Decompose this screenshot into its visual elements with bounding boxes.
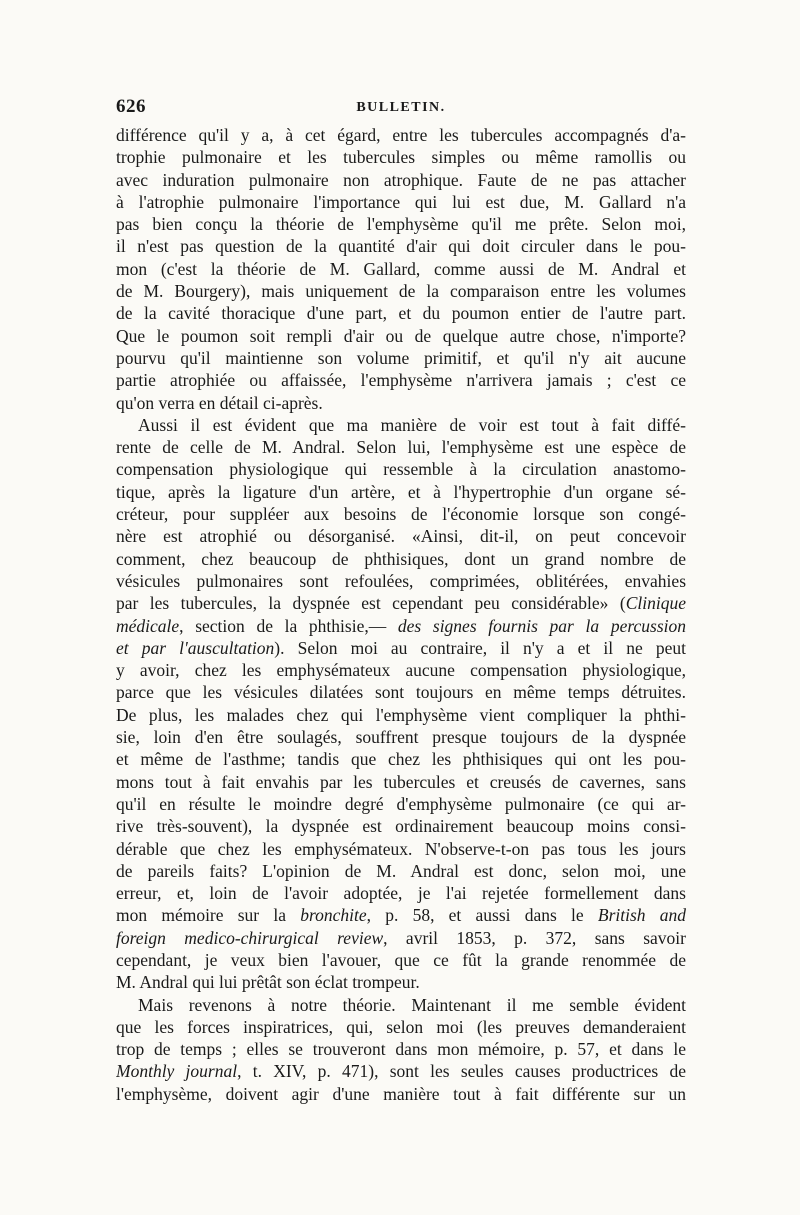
text-segment: ). Selon moi au contraire, il n'y a et il ne peut	[274, 637, 686, 658]
text-line	[116, 302, 686, 324]
text-segment: nère est atrophié ou désorganisé. «Ainsi, dit-il, on peut concevoir	[116, 526, 686, 547]
text-line	[116, 570, 686, 592]
text-line	[116, 392, 686, 414]
text-segment: cependant, je veux bien l'avouer, que ce fût la grande renommée de	[116, 949, 686, 970]
text-line	[116, 1038, 686, 1060]
italic-text: British and	[597, 905, 686, 926]
text-segment: mons tout à fait envahis par les tubercules et creusés de cavernes, sans	[116, 771, 686, 792]
italic-text: foreign medico-chirurgical review	[116, 927, 384, 948]
text-line	[116, 748, 686, 770]
text-segment: par les tubercules, la dyspnée est cependant peu considérable» (	[116, 593, 626, 614]
text-line	[116, 793, 686, 815]
text-segment: différence qu'il y a, à cet égard, entre les tubercules accompagnés d'a-	[116, 125, 686, 145]
text-segment: qu'on verra en détail ci-après.	[116, 392, 323, 413]
text-line	[116, 235, 686, 257]
text-line	[116, 949, 686, 971]
text-segment: avec induration pulmonaire non atrophique. Faute de ne pas attacher	[116, 169, 686, 190]
text-line	[116, 704, 686, 726]
text-segment: vésicules pulmonaires sont refoulées, comprimées, oblitérées, envahies	[116, 570, 686, 591]
body-text	[116, 124, 686, 1105]
text-segment: partie atrophiée ou affaissée, l'emphysème n'arrivera jamais ; c'est ce	[116, 370, 686, 391]
text-segment: et même de l'asthme; tandis que chez les phthisiques qui ont les pou-	[116, 749, 686, 770]
text-line	[116, 258, 686, 280]
text-segment: créteur, pour suppléer aux besoins de l'économie lorsque son congé-	[116, 504, 686, 525]
italic-text: des signes fournis par la percussion	[397, 615, 686, 636]
page-header	[116, 96, 686, 126]
text-segment: trophie pulmonaire et les tubercules simples ou même ramollis ou	[116, 147, 686, 168]
text-line	[116, 615, 686, 637]
text-line	[116, 726, 686, 748]
page-number: 626	[116, 96, 146, 117]
text-line	[116, 325, 686, 347]
text-segment: rente de celle de M. Andral. Selon lui, l'emphysème est une espèce de	[116, 437, 686, 458]
text-line	[116, 838, 686, 860]
text-segment: il n'est pas question de la quantité d'air qui doit circuler dans le pou-	[116, 236, 686, 257]
text-segment: l'emphysème, doivent agir d'une manière tout à fait différente sur un	[116, 1083, 686, 1104]
text-segment: mon mémoire sur la	[116, 905, 301, 926]
text-line	[116, 146, 686, 168]
text-segment: , section de la phthisie,—	[179, 615, 398, 636]
text-line	[116, 280, 686, 302]
text-line	[116, 191, 686, 213]
text-line	[116, 169, 686, 191]
text-segment: , p. 58, et aussi dans le	[366, 905, 598, 926]
text-line	[116, 1083, 686, 1105]
text-line	[116, 458, 686, 480]
text-line	[116, 659, 686, 681]
text-segment: de pareils faits? L'opinion de M. Andral est donc, selon moi, une	[116, 860, 686, 881]
text-segment: sie, loin d'en être soulagés, souffrent presque toujours de la dyspnée	[116, 727, 686, 748]
text-line	[116, 1060, 686, 1082]
text-segment: tique, après la ligature d'un artère, et à l'hypertrophie d'un organe sé-	[116, 481, 686, 502]
text-line	[116, 815, 686, 837]
text-segment: Aussi il est évident que ma manière de voir est tout à fait diffé-	[138, 414, 686, 435]
text-line	[116, 994, 686, 1016]
text-line	[116, 369, 686, 391]
text-line	[116, 414, 686, 436]
text-segment: erreur, et, loin de l'avoir adoptée, je l'ai rejetée formellement dans	[116, 883, 686, 904]
text-segment: compensation physiologique qui ressemble à la circulation anastomo-	[116, 459, 686, 480]
text-segment: , avril 1853, p. 372, sans savoir	[383, 927, 686, 948]
text-segment: que les forces inspiratrices, qui, selon moi (les preuves demanderaient	[116, 1016, 686, 1037]
italic-text: bronchite	[300, 905, 367, 926]
text-line	[116, 548, 686, 570]
text-segment: de la cavité thoracique d'une part, et du poumon entier de l'autre part.	[116, 303, 686, 324]
text-line	[116, 860, 686, 882]
text-line	[116, 436, 686, 458]
text-line	[116, 525, 686, 547]
italic-text: Monthly journal	[116, 1061, 238, 1082]
text-line	[116, 904, 686, 926]
text-line	[116, 771, 686, 793]
text-segment: y avoir, chez les emphysémateux aucune compensation physiologique,	[116, 660, 686, 681]
text-line	[116, 592, 686, 614]
text-segment: rive très-souvent), la dyspnée est ordinairement beaucoup moins consi-	[116, 816, 686, 837]
text-line	[116, 637, 686, 659]
italic-text: Clinique	[625, 593, 686, 614]
text-line	[116, 882, 686, 904]
text-segment: dérable que chez les emphysémateux. N'observe-t-on pas tous les jours	[116, 838, 686, 859]
text-segment: qu'il en résulte le moindre degré d'emphysème pulmonaire (ce qui ar-	[116, 793, 686, 814]
text-segment: de M. Bourgery), mais uniquement de la comparaison entre les volumes	[116, 281, 686, 302]
text-segment: mon (c'est la théorie de M. Gallard, comme aussi de M. Andral et	[116, 258, 686, 279]
text-line	[116, 681, 686, 703]
text-segment: M. Andral qui lui prêtât son éclat trompeur.	[116, 972, 420, 993]
text-segment: Mais revenons à notre théorie. Maintenant il me semble évident	[138, 994, 686, 1015]
italic-text: et par l'auscultation	[116, 637, 275, 658]
text-line	[116, 927, 686, 949]
text-segment: De plus, les malades chez qui l'emphysème vient compliquer la phthi-	[116, 704, 686, 725]
text-segment: pas bien conçu la théorie de l'emphysème qu'il me prête. Selon moi,	[116, 214, 686, 235]
text-segment: , t. XIV, p. 471), sont les seules causes productrices de	[237, 1061, 686, 1082]
running-title: BULLETIN.	[356, 100, 446, 115]
text-line	[116, 481, 686, 503]
text-segment: parce que les vésicules dilatées sont toujours en même temps détruites.	[116, 682, 686, 703]
text-segment: pourvu qu'il maintienne son volume primitif, et qu'il n'y ait aucune	[116, 347, 686, 368]
text-segment: trop de temps ; elles se trouveront dans mon mémoire, p. 57, et dans le	[116, 1039, 686, 1060]
text-line	[116, 971, 686, 993]
text-line	[116, 503, 686, 525]
text-segment: comment, chez beaucoup de phthisiques, dont un grand nombre de	[116, 548, 686, 569]
text-segment: à l'atrophie pulmonaire l'importance qui lui est due, M. Gallard n'a	[116, 191, 686, 212]
text-segment: Que le poumon soit rempli d'air ou de quelque autre chose, n'importe?	[116, 325, 686, 346]
text-line	[116, 124, 686, 146]
italic-text: médicale	[116, 615, 180, 636]
text-line	[116, 347, 686, 369]
text-line	[116, 213, 686, 235]
text-line	[116, 1016, 686, 1038]
